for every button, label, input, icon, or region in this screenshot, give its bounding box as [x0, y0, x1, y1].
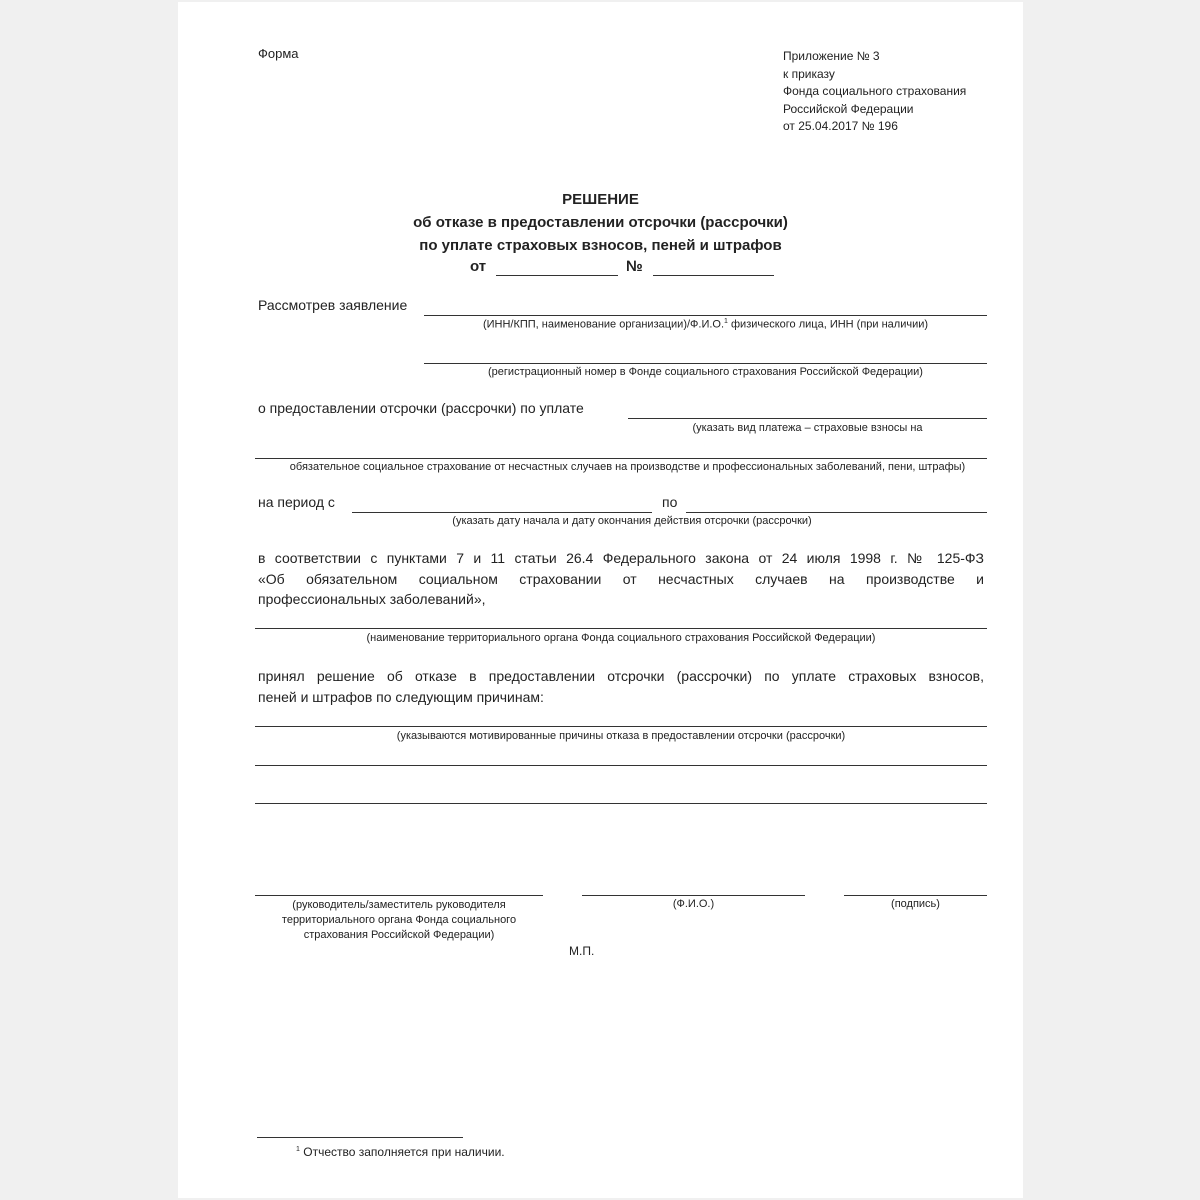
title-line: РЕШЕНИЕ — [562, 191, 639, 208]
period-caption: (указать дату начала и дату окончания действия отсрочки (рассрочки) — [452, 515, 812, 527]
caption-line: страхования Российской Федерации) — [303, 929, 495, 941]
title-number-label: № — [626, 258, 643, 275]
reasons-caption: (указываются мотивированные причины отказа в предоставлении отсрочки (рассрочки) — [396, 730, 846, 742]
territorial-body-field-line[interactable] — [255, 628, 987, 629]
seal-placeholder: М.П. — [569, 944, 595, 958]
decision-line: пеней и штрафов по следующим причинам: — [258, 689, 544, 705]
reasons-field-line[interactable] — [255, 765, 987, 766]
caption-line: территориального органа Фонда социального — [281, 914, 517, 926]
caption-line: (руководитель/заместитель руководителя — [292, 899, 506, 911]
regnum-caption: (регистрационный номер в Фонде социального страхования Российской Федерации) — [488, 366, 923, 378]
appendix-line: Приложение № 3 — [783, 49, 880, 63]
form-label: Форма — [258, 46, 299, 61]
period-to-label: по — [662, 494, 678, 510]
law-line: «Об обязательном социальном страховании от несчастных случаев на производстве и — [258, 570, 984, 587]
payment-type-field-line[interactable] — [628, 418, 987, 419]
payment-type-caption: (указать вид платежа – страховые взносы на — [692, 422, 923, 434]
date-field-line[interactable] — [496, 275, 618, 276]
decision-line: принял решение об отказе в предоставлении отсрочки (рассрочки) по уплате страховых взносов, — [258, 668, 984, 684]
period-end-field-line[interactable] — [686, 512, 987, 513]
territorial-body-caption: (наименование территориального органа Фонда социального страхования Российской Федерации) — [366, 632, 876, 644]
fio-field-line[interactable] — [582, 895, 805, 896]
law-line: профессиональных заболеваний», — [258, 591, 486, 607]
title-line: об отказе в предоставлении отсрочки (рассрочки) — [413, 214, 788, 231]
applicant-caption: (ИНН/КПП, наименование организации)/Ф.И.О.$^1$ физического лица, ИНН (при наличии) — [482, 318, 929, 331]
decision-text — [258, 666, 984, 708]
document-page — [178, 2, 1023, 1198]
period-lead: на период с — [258, 494, 335, 510]
section1-lead: Рассмотрев заявление — [258, 297, 408, 313]
document-title — [178, 188, 1023, 257]
section2-lead: о предоставлении отсрочки (рассрочки) по уплате — [258, 400, 584, 416]
appendix-line: Российской Федерации — [783, 101, 914, 116]
footnote-mark: 1 — [296, 1146, 300, 1153]
title-date-label: от — [470, 258, 487, 275]
period-start-field-line[interactable] — [352, 512, 652, 513]
number-field-line[interactable] — [653, 275, 774, 276]
applicant-field-line[interactable] — [424, 315, 987, 316]
payment-type-caption-2: обязательное социальное страхование от несчастных случаев на производстве и профессиональных заболеваний, пени, штрафы) — [289, 461, 966, 473]
law-reference — [258, 548, 984, 610]
footnote-text: Отчество заполняется при наличии. — [299, 1145, 505, 1159]
regnum-field-line[interactable] — [424, 363, 987, 364]
appendix-line: к приказу — [783, 66, 835, 81]
signature-field-line[interactable] — [844, 895, 987, 896]
appendix-block — [783, 48, 966, 136]
head-position-field-line[interactable] — [255, 895, 543, 896]
footnote — [296, 1145, 505, 1159]
reasons-field-line[interactable] — [255, 726, 987, 727]
signature-caption: (подпись) — [891, 898, 940, 910]
fio-caption: (Ф.И.О.) — [672, 898, 715, 910]
payment-type-field-line-2[interactable] — [255, 458, 987, 459]
reasons-field-line[interactable] — [255, 803, 987, 804]
footnote-separator — [257, 1137, 463, 1138]
appendix-line: от 25.04.2017 № 196 — [783, 119, 898, 133]
footnote-ref: 1 — [724, 318, 728, 325]
appendix-line: Фонда социального страхования — [783, 84, 967, 98]
head-position-caption — [255, 898, 543, 943]
law-line: в соответствии с пунктами 7 и 11 статьи 26.4 Федерального закона от 24 июля 1998 г. № 125-ФЗ — [258, 550, 984, 566]
title-line: по уплате страховых взносов, пеней и штрафов — [419, 237, 782, 254]
